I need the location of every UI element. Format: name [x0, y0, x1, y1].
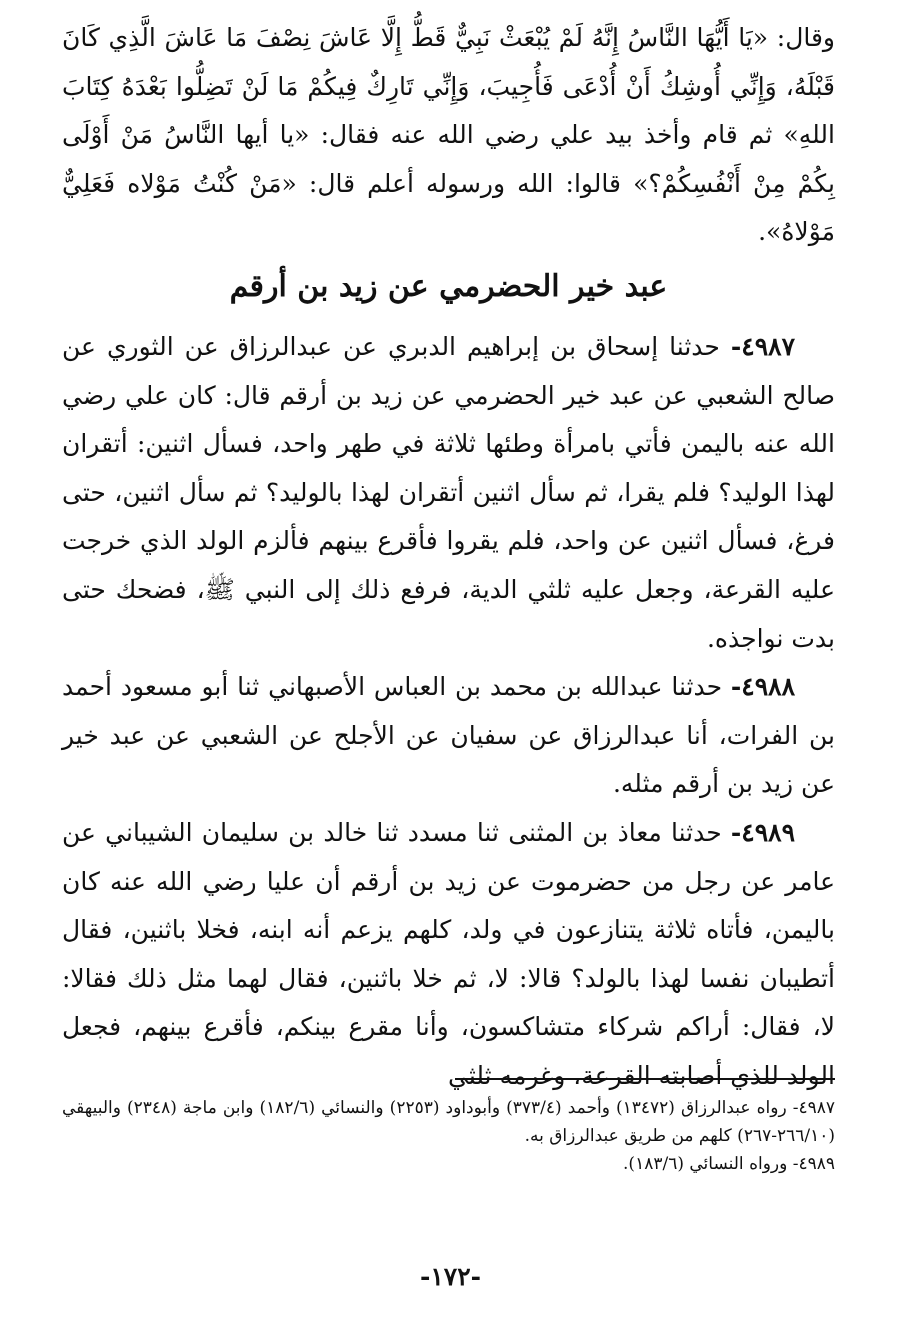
footnote-divider	[455, 1078, 835, 1080]
intro-paragraph: وقال: «يَا أَيُّهَا النَّاسُ إِنَّهُ لَمْ يُبْعَثْ نَبِيٌّ قَطُّ إِلَّا عَاشَ نِصْفَ مَا عَاشَ الَّذِي كَانَ قَبْلَهُ، وَإِنِّي أُوشِكُ أَنْ أُدْعَى فَأُجِيبَ، وَإِنِّي تَارِكٌ فِيكُمْ مَا لَنْ تَضِلُّوا بَعْدَهُ كِتَابَ اللهِ» ثم قام وأخذ بيد علي رضي الله عنه فقال: «يا أيها النَّاسُ مَنْ أَوْلَى بِكُمْ مِنْ أَنْفُسِكُمْ؟» قالوا: الله ورسوله أعلم قال: «مَنْ كُنْتُ مَوْلاه فَعَلِيٌّ مَوْلاهُ».	[62, 23, 835, 247]
hadith-text: حدثنا إسحاق بن إبراهيم الدبري عن عبدالرزاق عن الثوري عن صالح الشعبي عن عبد خير الحضرمي عن زيد بن أرقم قال: كان علي رضي الله عنه باليمن فأتي بامرأة وطئها ثلاثة في طهر واحد، فسأل اثنين: أتقران لهذا الوليد؟ فلم يقرا، ثم سأل اثنين أتقران لهذا بالوليد؟ ثم سأل اثنين، حتى فرغ، فسأل اثنين عن واحد، فلم يقروا فأقرع بينهم فألزم الولد الذي خرجت عليه القرعة، وجعل عليه ثلثي الدية، فرفع ذلك إلى النبي ﷺ، فضحك حتى بدت نواجذه.	[62, 331, 835, 653]
footnote: ٤٩٨٧- رواه عبدالرزاق (١٣٤٧٢) وأحمد (٣٧٣/٤) وأبوداود (٢٢٥٣) والنسائي (١٨٢/٦) وابن ماجة (٢٣٤٨) والبيهقي (٢٦٦/١٠-٢٦٧) كلهم من طريق عبدالرزاق به.	[62, 1098, 835, 1146]
hadith-text: حدثنا معاذ بن المثنى ثنا مسدد ثنا خالد بن سليمان الشيباني عن عامر عن رجل من حضرموت عن زيد بن أرقم أن عليا رضي الله عنه كان باليمن، فأتاه ثلاثة يتنازعون في ولد، كلهم يزعم أنه ابنه، فخلا باثنين، فقال أتطيبان نفسا لهذا بالولد؟ قالا: لا، ثم خلا باثنين، فقال لهما مثل ذلك فقالا: لا، فقال: أراكم شركاء متشاكسون، وأنا مقرع بينكم، فأقرع بينهم، فجعل الولد للذي أصابته القرعة، وغرمه ثلثي	[62, 817, 835, 1090]
main-text	[62, 14, 835, 1100]
hadith-number: ٤٩٨٨-	[730, 672, 795, 702]
hadith-paragraph	[62, 323, 835, 663]
hadith-paragraph	[62, 809, 835, 1101]
hadith-number: ٤٩٨٩-	[730, 817, 795, 847]
section-heading: عبد خير الحضرمي عن زيد بن أرقم	[229, 268, 668, 304]
hadith-text: حدثنا عبدالله بن محمد بن العباس الأصبهاني ثنا أبو مسعود أحمد بن الفرات، أنا عبدالرزاق عن سفيان عن الأجلح عن الشعبي عن عبد خير عن زيد بن أرقم مثله.	[62, 672, 835, 799]
hadith-number: ٤٩٨٧-	[730, 331, 795, 361]
footnote: ٤٩٨٩- ورواه النسائي (١٨٣/٦).	[623, 1154, 835, 1174]
hadith-paragraph	[62, 663, 835, 809]
footnotes	[62, 1094, 835, 1178]
page-number: -١٧٢-	[419, 1262, 482, 1291]
